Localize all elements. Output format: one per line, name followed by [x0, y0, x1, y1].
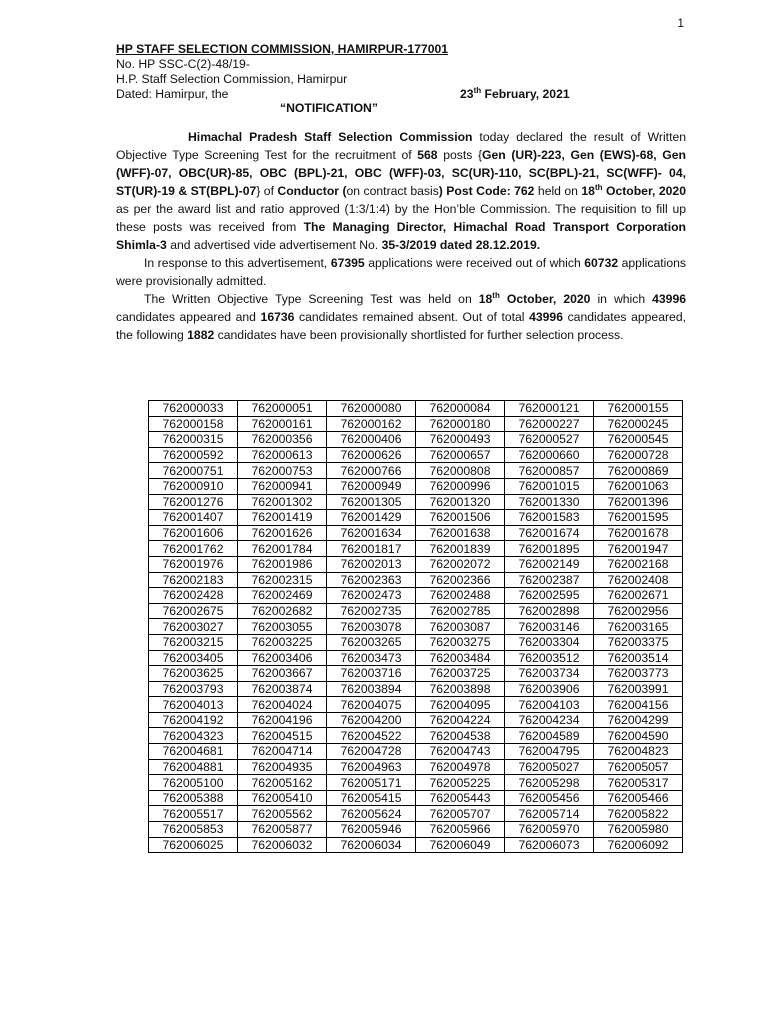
roll-number-cell: 762000613 — [238, 447, 327, 463]
roll-number-cell: 762005466 — [594, 790, 683, 806]
table-row — [149, 463, 683, 479]
roll-number-cell: 762003265 — [327, 634, 416, 650]
roll-number-cell: 762005456 — [505, 790, 594, 806]
roll-number-cell: 762005100 — [149, 775, 238, 791]
roll-number-cell: 762004156 — [594, 697, 683, 713]
dated-label: Dated: Hamirpur, the — [116, 87, 229, 101]
roll-number-cell: 762001606 — [149, 525, 238, 541]
roll-number-cell: 762001986 — [238, 556, 327, 572]
table-row — [149, 775, 683, 791]
roll-number-cell: 762000527 — [505, 432, 594, 448]
roll-number-cell: 762000080 — [327, 401, 416, 417]
roll-number-cell: 762004095 — [416, 697, 505, 713]
roll-number-cell: 762003304 — [505, 634, 594, 650]
roll-number-cell: 762004743 — [416, 744, 505, 760]
roll-number-cell: 762004935 — [238, 759, 327, 775]
roll-number-cell: 762002072 — [416, 556, 505, 572]
roll-number-cell: 762004590 — [594, 728, 683, 744]
roll-number-cell: 762000751 — [149, 463, 238, 479]
roll-number-cell: 762000227 — [505, 416, 594, 432]
roll-number-cell: 762001429 — [327, 510, 416, 526]
roll-number-cell: 762002013 — [327, 556, 416, 572]
roll-number-cell: 762003514 — [594, 650, 683, 666]
roll-number-cell: 762002428 — [149, 588, 238, 604]
roll-number-cell: 762003055 — [238, 619, 327, 635]
roll-number-cell: 762005970 — [505, 822, 594, 838]
roll-number-cell: 762001976 — [149, 556, 238, 572]
roll-number-cell: 762002473 — [327, 588, 416, 604]
roll-number-cell: 762002735 — [327, 603, 416, 619]
roll-number-cell: 762005966 — [416, 822, 505, 838]
roll-number-cell: 762002387 — [505, 572, 594, 588]
roll-number-cell: 762000869 — [594, 463, 683, 479]
roll-number-cell: 762005980 — [594, 822, 683, 838]
roll-number-cell: 762005517 — [149, 806, 238, 822]
roll-number-cell: 762005714 — [505, 806, 594, 822]
roll-number-cell: 762004728 — [327, 744, 416, 760]
roll-number-cell: 762003991 — [594, 681, 683, 697]
roll-number-cell: 762006032 — [238, 837, 327, 853]
roll-number-cell: 762000180 — [416, 416, 505, 432]
roll-number-cell: 762003512 — [505, 650, 594, 666]
roll-number-cell: 762001407 — [149, 510, 238, 526]
table-row — [149, 822, 683, 838]
roll-number-cell: 762001595 — [594, 510, 683, 526]
table-row — [149, 603, 683, 619]
roll-number-cell: 762000910 — [149, 478, 238, 494]
roll-number-cell: 762000051 — [238, 401, 327, 417]
office-name: H.P. Staff Selection Commission, Hamirpur — [116, 72, 348, 86]
roll-number-cell: 762004963 — [327, 759, 416, 775]
roll-number-cell: 762003078 — [327, 619, 416, 635]
page-number: 1 — [677, 16, 684, 30]
roll-number-cell: 762001330 — [505, 494, 594, 510]
table-row — [149, 681, 683, 697]
table-row — [149, 744, 683, 760]
roll-number-cell: 762005317 — [594, 775, 683, 791]
roll-number-cell: 762001063 — [594, 478, 683, 494]
roll-number-cell: 762005562 — [238, 806, 327, 822]
roll-number-cell: 762002671 — [594, 588, 683, 604]
roll-number-cell: 762004075 — [327, 697, 416, 713]
roll-number-cell: 762001626 — [238, 525, 327, 541]
roll-number-cell: 762000728 — [594, 447, 683, 463]
table-row — [149, 556, 683, 572]
dated-row — [116, 87, 656, 102]
table-row — [149, 401, 683, 417]
roll-number-cell: 762005027 — [505, 759, 594, 775]
paragraph-applications: In response to this advertisement, 67395 applications were received out of which 60732 applications were provisionally admitted. — [116, 256, 686, 288]
roll-number-cell: 762004103 — [505, 697, 594, 713]
roll-number-cell: 762003405 — [149, 650, 238, 666]
table-row — [149, 712, 683, 728]
roll-number-cell: 762002898 — [505, 603, 594, 619]
table-row — [149, 416, 683, 432]
roll-number-cell: 762005443 — [416, 790, 505, 806]
roll-number-cell: 762003146 — [505, 619, 594, 635]
roll-number-cell: 762005171 — [327, 775, 416, 791]
roll-number-cell: 762005388 — [149, 790, 238, 806]
roll-number-cell: 762000406 — [327, 432, 416, 448]
roll-number-cell: 762002595 — [505, 588, 594, 604]
roll-number-cell: 762006073 — [505, 837, 594, 853]
roll-number-cell: 762003375 — [594, 634, 683, 650]
roll-number-cell: 762005162 — [238, 775, 327, 791]
roll-number-cell: 762004224 — [416, 712, 505, 728]
roll-number-cell: 762002366 — [416, 572, 505, 588]
reference-number: No. HP SSC-C(2)-48/19- — [116, 57, 250, 71]
roll-number-cell: 762005624 — [327, 806, 416, 822]
table-row — [149, 588, 683, 604]
table-row — [149, 666, 683, 682]
table-row — [149, 478, 683, 494]
roll-number-cell: 762004196 — [238, 712, 327, 728]
roll-number-cell: 762001419 — [238, 510, 327, 526]
table-row — [149, 494, 683, 510]
roll-number-cell: 762002675 — [149, 603, 238, 619]
roll-number-cell: 762001839 — [416, 541, 505, 557]
table-row — [149, 510, 683, 526]
roll-number-cell: 762002363 — [327, 572, 416, 588]
roll-number-cell: 762001947 — [594, 541, 683, 557]
roll-number-cell: 762000592 — [149, 447, 238, 463]
roll-number-cell: 762001895 — [505, 541, 594, 557]
roll-number-cell: 762003406 — [238, 650, 327, 666]
roll-number-cell: 762001583 — [505, 510, 594, 526]
roll-number-cell: 762005853 — [149, 822, 238, 838]
roll-number-cell: 762000356 — [238, 432, 327, 448]
roll-number-cell: 762000545 — [594, 432, 683, 448]
roll-number-cell: 762001506 — [416, 510, 505, 526]
roll-number-cell: 762002408 — [594, 572, 683, 588]
roll-number-cell: 762003898 — [416, 681, 505, 697]
roll-number-cell: 762003906 — [505, 681, 594, 697]
notification-date: 23th February, 2021 — [460, 85, 570, 101]
roll-number-cell: 762003027 — [149, 619, 238, 635]
roll-number-cell: 762006034 — [327, 837, 416, 853]
roll-number-cell: 762004299 — [594, 712, 683, 728]
roll-number-cell: 762002183 — [149, 572, 238, 588]
roll-number-cell: 762001762 — [149, 541, 238, 557]
roll-number-cell: 762002785 — [416, 603, 505, 619]
roll-number-cell: 762000808 — [416, 463, 505, 479]
roll-number-cell: 762005415 — [327, 790, 416, 806]
roll-number-cell: 762004538 — [416, 728, 505, 744]
roll-number-cell: 762001678 — [594, 525, 683, 541]
roll-number-cell: 762003165 — [594, 619, 683, 635]
roll-number-cell: 762000857 — [505, 463, 594, 479]
roll-number-cell: 762000941 — [238, 478, 327, 494]
roll-number-cell: 762000033 — [149, 401, 238, 417]
document-header — [116, 42, 656, 102]
table-row — [149, 541, 683, 557]
roll-number-cell: 762006092 — [594, 837, 683, 853]
roll-number-cell: 762001276 — [149, 494, 238, 510]
roll-number-cell: 762002682 — [238, 603, 327, 619]
roll-number-cell: 762004681 — [149, 744, 238, 760]
table-row — [149, 572, 683, 588]
roll-number-cell: 762004589 — [505, 728, 594, 744]
roll-number-cell: 762000315 — [149, 432, 238, 448]
roll-number-cell: 762005946 — [327, 822, 416, 838]
roll-number-cell: 762005057 — [594, 759, 683, 775]
roll-number-cell: 762002315 — [238, 572, 327, 588]
roll-number-cell: 762000084 — [416, 401, 505, 417]
commission-title: HP STAFF SELECTION COMMISSION, HAMIRPUR-177001 — [116, 42, 449, 56]
roll-number-cell: 762004823 — [594, 744, 683, 760]
roll-number-cell: 762000626 — [327, 447, 416, 463]
roll-number-cell: 762000753 — [238, 463, 327, 479]
roll-number-cell: 762000121 — [505, 401, 594, 417]
paragraph-result-declaration: Himachal Pradesh Staff Selection Commission today declared the result of Written Objective Type Screening Test for the recruitment of 568 posts {Gen (UR)-223, Gen (EWS)-68, Gen (WFF)-07, OBC(UR)-85, OBC (BPL)-21, OBC (WFF)-03, SC(UR)-110, SC(BPL)-21, SC(WFF)- 04, ST(UR)-19 & ST(BPL)-07} of Conductor (on contract basis) Post Code: 762 held on 18th October, 2020 as per the award list and ratio approved (1:3/1:4) by the Hon’ble Commission. The requisition to fill up these posts was received from The Managing Director, Himachal Road Transport Corporation Shimla-3 and advertised vide advertisement No. 35-3/2019 dated 28.12.2019. — [116, 130, 687, 252]
roll-numbers-body — [149, 401, 683, 853]
roll-number-cell: 762000162 — [327, 416, 416, 432]
table-row — [149, 806, 683, 822]
table-row — [149, 650, 683, 666]
roll-number-cell: 762004515 — [238, 728, 327, 744]
table-row — [149, 619, 683, 635]
roll-number-cell: 762001305 — [327, 494, 416, 510]
roll-number-cell: 762004323 — [149, 728, 238, 744]
roll-number-cell: 762000996 — [416, 478, 505, 494]
roll-number-cell: 762000949 — [327, 478, 416, 494]
roll-number-cell: 762002488 — [416, 588, 505, 604]
roll-number-cell: 762004795 — [505, 744, 594, 760]
roll-number-cell: 762003087 — [416, 619, 505, 635]
roll-number-cell: 762002956 — [594, 603, 683, 619]
notification-body — [116, 128, 686, 344]
roll-number-cell: 762005707 — [416, 806, 505, 822]
roll-number-cell: 762006025 — [149, 837, 238, 853]
roll-number-cell: 762004192 — [149, 712, 238, 728]
table-row — [149, 447, 683, 463]
table-row — [149, 432, 683, 448]
roll-number-cell: 762005225 — [416, 775, 505, 791]
table-row — [149, 634, 683, 650]
roll-number-cell: 762005410 — [238, 790, 327, 806]
roll-number-cell: 762001320 — [416, 494, 505, 510]
roll-number-cell: 762000155 — [594, 401, 683, 417]
roll-number-cell: 762004024 — [238, 697, 327, 713]
roll-number-cell: 762005822 — [594, 806, 683, 822]
roll-number-cell: 762001817 — [327, 541, 416, 557]
roll-number-cell: 762004234 — [505, 712, 594, 728]
roll-number-cell: 762000493 — [416, 432, 505, 448]
roll-number-cell: 762004714 — [238, 744, 327, 760]
roll-number-cell: 762000245 — [594, 416, 683, 432]
roll-number-cell: 762001674 — [505, 525, 594, 541]
roll-number-cell: 762005298 — [505, 775, 594, 791]
paragraph-test-summary: The Written Objective Type Screening Test was held on 18th October, 2020 in which 43996 candidates appeared and 16736 candidates remained absent. Out of total 43996 candidates appeared, the following 1882 candidates have been provisionally shortlisted for further selection process. — [116, 290, 686, 342]
roll-number-cell: 762000657 — [416, 447, 505, 463]
roll-number-cell: 762002149 — [505, 556, 594, 572]
roll-number-cell: 762003894 — [327, 681, 416, 697]
roll-number-cell: 762003667 — [238, 666, 327, 682]
roll-number-cell: 762000158 — [149, 416, 238, 432]
table-row — [149, 790, 683, 806]
roll-number-cell: 762003716 — [327, 666, 416, 682]
roll-number-cell: 762003793 — [149, 681, 238, 697]
roll-number-cell: 762000766 — [327, 463, 416, 479]
roll-number-cell: 762004522 — [327, 728, 416, 744]
roll-number-cell: 762002168 — [594, 556, 683, 572]
roll-number-cell: 762001784 — [238, 541, 327, 557]
roll-number-cell: 762003275 — [416, 634, 505, 650]
roll-number-cell: 762001638 — [416, 525, 505, 541]
roll-number-cell: 762003473 — [327, 650, 416, 666]
roll-number-cell: 762003215 — [149, 634, 238, 650]
shortlisted-roll-numbers-table — [148, 400, 683, 853]
table-row — [149, 759, 683, 775]
roll-number-cell: 762001396 — [594, 494, 683, 510]
roll-number-cell: 762003725 — [416, 666, 505, 682]
roll-number-cell: 762003225 — [238, 634, 327, 650]
roll-number-cell: 762006049 — [416, 837, 505, 853]
roll-number-cell: 762003874 — [238, 681, 327, 697]
roll-number-cell: 762003734 — [505, 666, 594, 682]
table-row — [149, 837, 683, 853]
roll-number-cell: 762001302 — [238, 494, 327, 510]
roll-number-cell: 762004978 — [416, 759, 505, 775]
roll-number-cell: 762004013 — [149, 697, 238, 713]
roll-number-cell: 762003625 — [149, 666, 238, 682]
roll-number-cell: 762001634 — [327, 525, 416, 541]
roll-number-cell: 762000660 — [505, 447, 594, 463]
roll-number-cell: 762004200 — [327, 712, 416, 728]
table-row — [149, 525, 683, 541]
table-row — [149, 728, 683, 744]
roll-number-cell: 762002469 — [238, 588, 327, 604]
roll-number-cell: 762003484 — [416, 650, 505, 666]
roll-number-cell: 762001015 — [505, 478, 594, 494]
table-row — [149, 697, 683, 713]
roll-number-cell: 762000161 — [238, 416, 327, 432]
roll-number-cell: 762003773 — [594, 666, 683, 682]
roll-number-cell: 762005877 — [238, 822, 327, 838]
roll-number-cell: 762004881 — [149, 759, 238, 775]
notification-heading: “NOTIFICATION” — [280, 101, 378, 115]
